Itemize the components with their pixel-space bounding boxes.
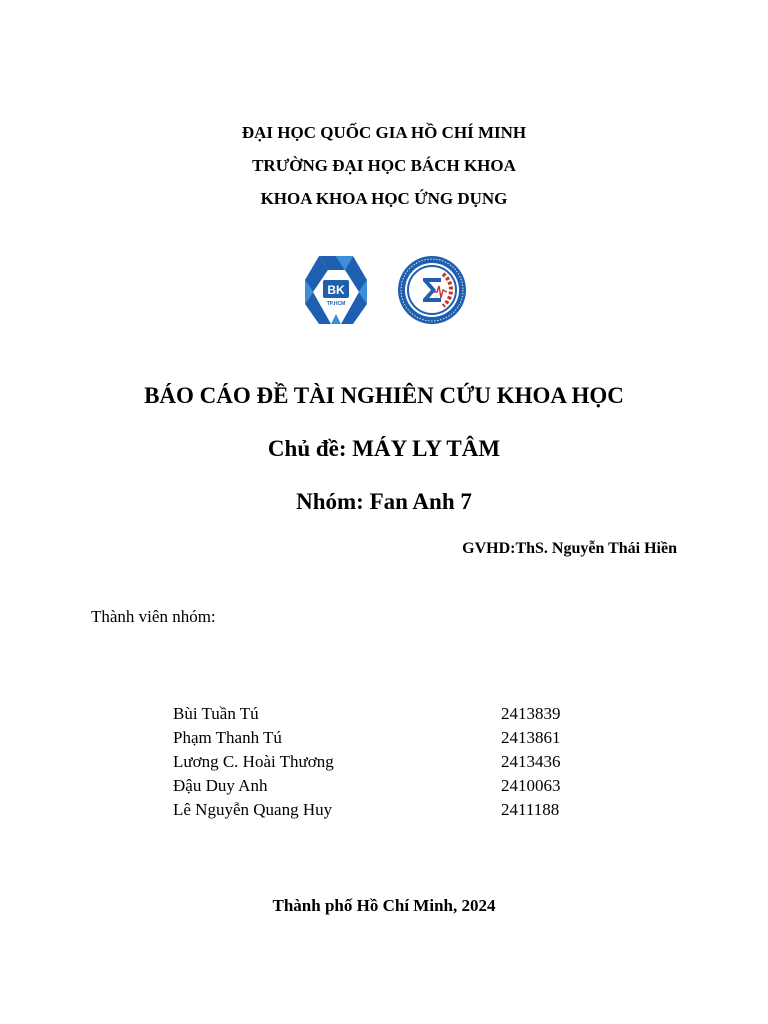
list-item bbox=[173, 798, 593, 822]
faculty-logo bbox=[397, 252, 467, 328]
member-id: 2411188 bbox=[501, 800, 560, 819]
member-name: Phạm Thanh Tú bbox=[173, 728, 282, 747]
member-id: 2410063 bbox=[501, 776, 561, 795]
member-id: 2413839 bbox=[501, 704, 561, 723]
bk-logo-text: BK bbox=[327, 283, 345, 297]
logos-row bbox=[0, 252, 768, 328]
member-name: Lê Nguyễn Quang Huy bbox=[173, 800, 333, 819]
member-name: Đậu Duy Anh bbox=[173, 776, 268, 795]
bk-logo-subtext: TP.HCM bbox=[326, 301, 346, 307]
faculty-name: KHOA KHOA HỌC ỨNG DỤNG bbox=[260, 189, 508, 208]
list-item bbox=[173, 726, 593, 750]
place-date: Thành phố Hồ Chí Minh, 2024 bbox=[272, 896, 496, 915]
school-name: TRƯỜNG ĐẠI HỌC BÁCH KHOA bbox=[252, 156, 516, 175]
list-item bbox=[173, 750, 593, 774]
group-name: Nhóm: Fan Anh 7 bbox=[296, 489, 472, 514]
member-name: Bùi Tuần Tú bbox=[173, 704, 259, 723]
list-item bbox=[173, 702, 593, 726]
members-list bbox=[173, 702, 593, 822]
report-topic: Chủ đề: MÁY LY TÂM bbox=[267, 436, 501, 461]
list-item bbox=[173, 774, 593, 798]
university-name: ĐẠI HỌC QUỐC GIA HỒ CHÍ MINH bbox=[241, 123, 527, 142]
report-title: BÁO CÁO ĐỀ TÀI NGHIÊN CỨU KHOA HỌC bbox=[144, 383, 624, 408]
members-label: Thành viên nhóm: bbox=[91, 607, 216, 626]
advisor-line: GVHD:ThS. Nguyễn Thái Hiền bbox=[462, 540, 677, 557]
member-id: 2413436 bbox=[501, 752, 561, 771]
member-name: Lương C. Hoài Thương bbox=[173, 752, 334, 771]
member-id: 2413861 bbox=[501, 728, 561, 747]
bk-university-logo bbox=[301, 252, 371, 328]
